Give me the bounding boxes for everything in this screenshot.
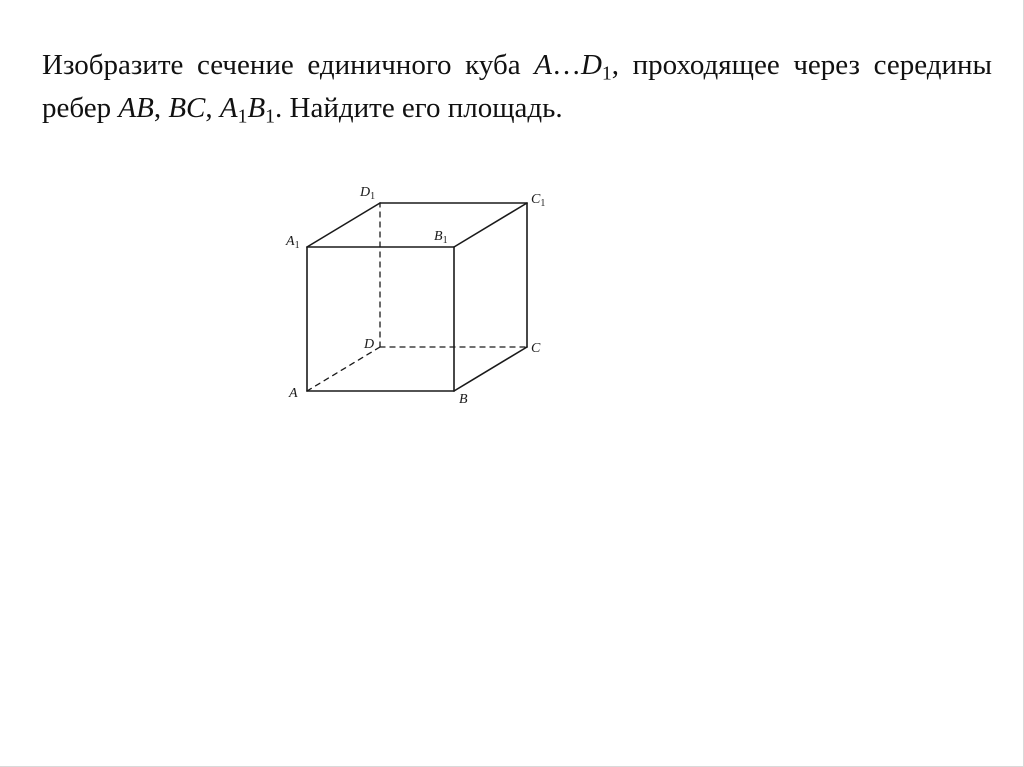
edge-bc: BC <box>168 92 206 124</box>
vertex-label-b <box>459 392 468 407</box>
vertex-letter: D <box>364 337 375 352</box>
edge-a-d <box>307 347 380 391</box>
vertex-subscript: 1 <box>442 235 448 246</box>
edge-a1b1-first: A <box>219 92 238 124</box>
vertex-label-c <box>531 341 541 356</box>
cube-name-start: A <box>534 49 552 81</box>
vertex-letter: A <box>286 234 295 249</box>
vertex-label-d1 <box>359 185 375 202</box>
problem-text-2: , проходящее через середины ребер <box>42 49 992 124</box>
cube-edges <box>307 203 527 391</box>
vertex-label-a <box>288 386 298 401</box>
cube-name-end-subscript: 1 <box>601 62 612 85</box>
vertex-letter: B <box>459 392 468 407</box>
edge-d1-a1 <box>307 203 380 247</box>
vertex-subscript: 1 <box>294 240 300 251</box>
edge-b-c <box>454 347 527 391</box>
vertex-subscript: 1 <box>540 198 546 209</box>
separator-1: , <box>153 92 169 124</box>
vertex-letter: A <box>289 386 298 401</box>
vertex-letter: D <box>360 185 371 200</box>
edge-a1b1-first-subscript: 1 <box>237 105 248 128</box>
vertex-letter: C <box>531 192 541 207</box>
edge-a1b1-second: B <box>247 92 266 124</box>
vertex-label-d <box>363 337 374 352</box>
vertex-label-c1 <box>531 192 545 209</box>
cube-name-end: D <box>580 49 602 81</box>
problem-text-1: Изобразите сечение единичного куба <box>42 49 535 81</box>
vertex-subscript: 1 <box>370 191 376 202</box>
vertex-letter: B <box>434 229 443 244</box>
vertex-letter: C <box>531 341 541 356</box>
separator-2: , <box>205 92 220 124</box>
cube-name-ellipsis: … <box>551 49 581 81</box>
vertex-label-b1 <box>434 229 448 246</box>
vertex-label-a1 <box>285 234 300 251</box>
cube-vertex-labels <box>285 185 545 407</box>
edge-a1b1-second-subscript: 1 <box>265 105 276 128</box>
edge-ab: AB <box>118 92 154 124</box>
edge-b1-c1 <box>454 203 527 247</box>
problem-text-3: . Найдите его площадь. <box>275 92 563 124</box>
